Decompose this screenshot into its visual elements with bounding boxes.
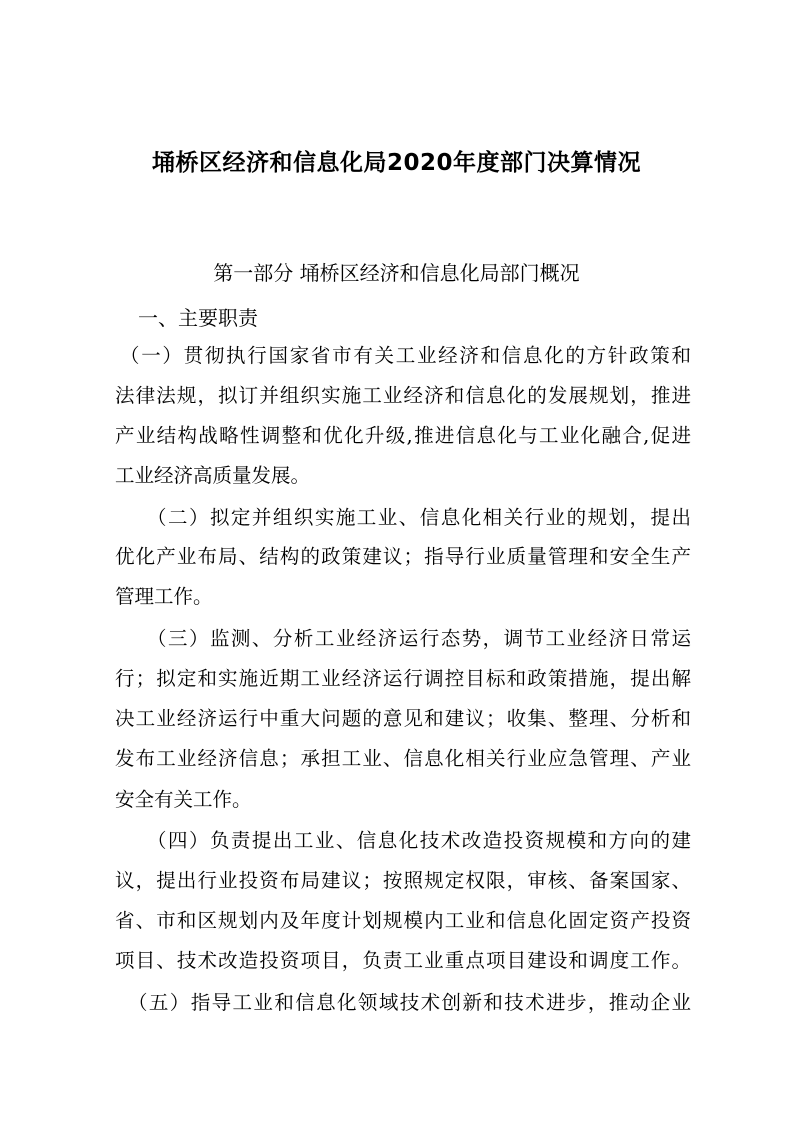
paragraph-4-line-2: 议，提出行业投资布局建议；按照规定权限，审核、备案国家、 xyxy=(115,869,691,892)
paragraph-4-line-4: 项目、技术改造投资项目，负责工业重点项目建设和调度工作。 xyxy=(115,949,691,972)
paragraph-3-line-5: 安全有关工作。 xyxy=(115,788,252,811)
paragraph-1-line-2: 法律法规，拟订并组织实施工业经济和信息化的发展规划，推进 xyxy=(115,384,691,407)
section-heading: 一、主要职责 xyxy=(138,306,258,330)
paragraph-3-line-2: 行；拟定和实施近期工业经济运行调控目标和政策措施，提出解 xyxy=(115,667,691,690)
paragraph-1-line-4: 工业经济高质量发展。 xyxy=(115,464,311,487)
paragraph-4-line-1: （四）负责提出工业、信息化技术改造投资规模和方向的建 xyxy=(147,829,691,852)
document-title: 埇桥区经济和信息化局2020年度部门决算情况 xyxy=(151,150,641,176)
paragraph-5-line-1: （五）指导工业和信息化领域技术创新和技术进步，推动企业 xyxy=(128,991,691,1014)
paragraph-2-line-1: （二）拟定并组织实施工业、信息化相关行业的规划，提出 xyxy=(147,506,691,529)
paragraph-4-line-3: 省、市和区规划内及年度计划规模内工业和信息化固定资产投资 xyxy=(115,909,691,932)
paragraph-2-line-3: 管理工作。 xyxy=(115,585,213,608)
paragraph-3-line-4: 发布工业经济信息；承担工业、信息化相关行业应急管理、产业 xyxy=(115,747,691,770)
paragraph-1-line-1: （一）贯彻执行国家省市有关工业经济和信息化的方针政策和 xyxy=(120,344,691,367)
paragraph-3-line-3: 决工业经济运行中重大问题的意见和建议；收集、整理、分析和 xyxy=(115,707,691,730)
paragraph-3-line-1: （三）监测、分析工业经济运行态势，调节工业经济日常运 xyxy=(147,627,691,650)
part-heading: 第一部分 埇桥区经济和信息化局部门概况 xyxy=(213,261,580,285)
paragraph-1-line-3: 产业结构战略性调整和优化升级,推进信息化与工业化融合,促进 xyxy=(115,424,691,447)
paragraph-2-line-2: 优化产业布局、结构的政策建议；指导行业质量管理和安全生产 xyxy=(115,545,691,568)
